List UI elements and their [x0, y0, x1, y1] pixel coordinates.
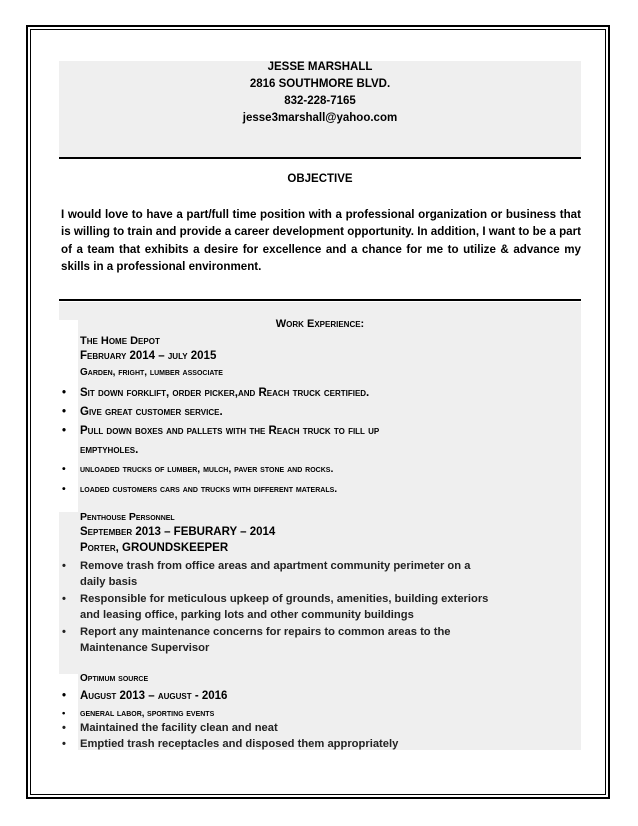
job2-role: Porter, GROUNDSKEEPER: [80, 542, 229, 554]
job1-dates: February 2014 – july 2015: [80, 350, 217, 362]
list-item: • Sit down forklift, order picker,and Reach truck certified.: [62, 387, 370, 399]
list-item-continuation: emptyholes.: [80, 444, 139, 456]
list-item-continuation: and leasing office, parking lots and other community buildings: [80, 609, 414, 621]
contact-name: JESSE MARSHALL: [267, 61, 373, 73]
list-item: • August 2013 – august - 2016: [62, 690, 228, 702]
objective-divider: [59, 299, 581, 301]
objective-text: I would love to have a part/full time position with a professional organization or business that is willing to train and provide a career development opportunity. In addition, I want to be a part of a team that exhibits a desire for excellence and a chance for me to utilize & advance my skills in a professional environment.: [61, 208, 581, 273]
job2-company: Penthouse Personnel: [80, 511, 175, 523]
list-item-continuation: Maintenance Supervisor: [80, 642, 210, 654]
list-item-continuation: daily basis: [80, 576, 138, 588]
header: [59, 59, 581, 127]
list-item: • Responsible for meticulous upkeep of grounds, amenities, building exteriors: [62, 593, 489, 605]
list-item: • Pull down boxes and pallets with the Reach truck to fill up: [62, 425, 380, 437]
header-divider: [59, 157, 581, 159]
list-item: • Maintained the facility clean and neat: [62, 722, 278, 734]
list-item: • Emptied trash receptacles and disposed them appropriately: [62, 738, 399, 750]
contact-phone: 832-228-7165: [284, 95, 356, 107]
list-item: • Report any maintenance concerns for repairs to common areas to the: [62, 626, 451, 638]
list-item: • general labor, sporting events: [62, 708, 215, 719]
job3-company: Optimum source: [80, 673, 149, 684]
objective-title: OBJECTIVE: [287, 173, 353, 185]
job1-role: Garden, fright, lumber associate: [80, 367, 223, 378]
contact-address: 2816 SOUTHMORE BLVD.: [249, 78, 391, 90]
list-item: • unloaded trucks of lumber, mulch, paver stone and rocks.: [62, 463, 334, 475]
list-item: • Remove trash from office areas and apartment community perimeter on a: [62, 560, 471, 572]
contact-email: jesse3marshall@yahoo.com: [242, 112, 398, 124]
list-item: • Give great customer service.: [62, 406, 223, 418]
list-item: • loaded customers cars and trucks with different materals.: [62, 483, 338, 495]
job2-dates: September 2013 – FEBURARY – 2014: [80, 526, 276, 538]
experience-title: Work Experience:: [275, 318, 365, 330]
job1-company: The Home Depot: [80, 335, 160, 347]
